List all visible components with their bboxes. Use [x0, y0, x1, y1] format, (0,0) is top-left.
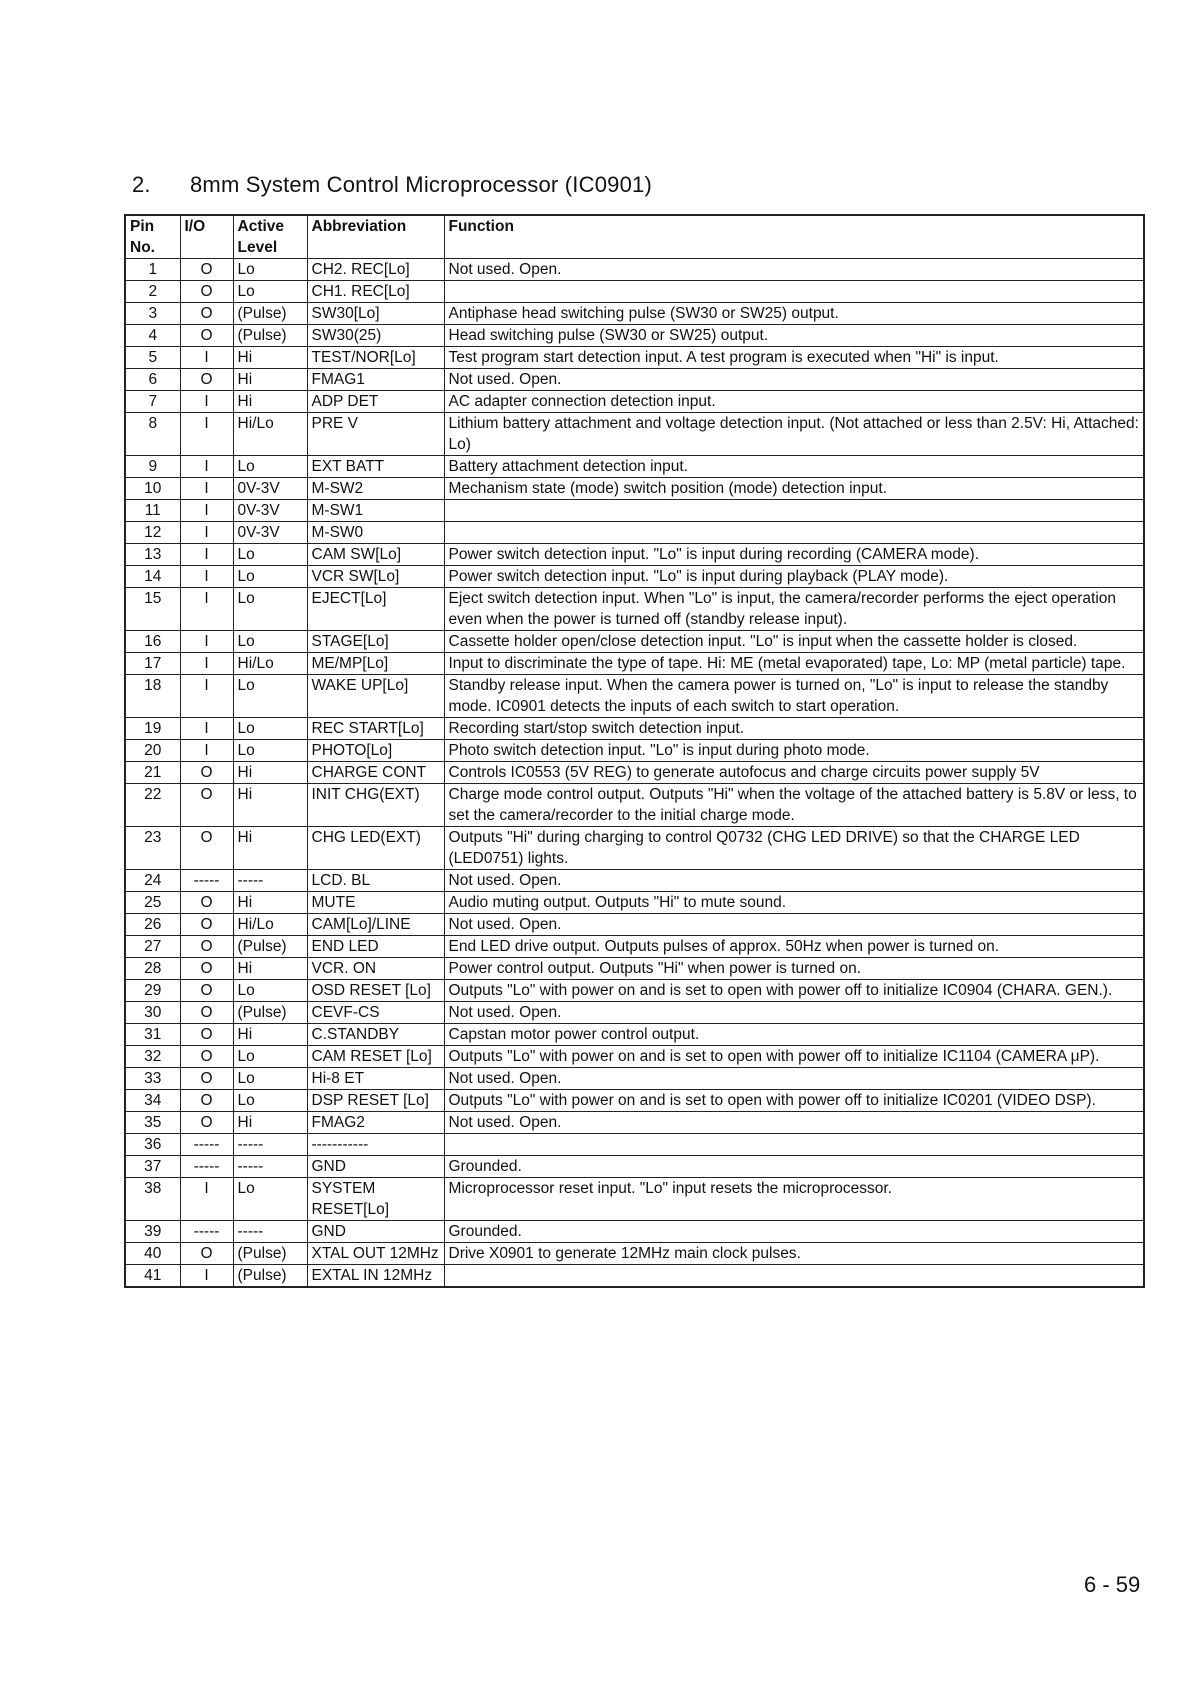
cell-abbreviation: CHARGE CONT: [307, 762, 444, 784]
cell-function: AC adapter connection detection input.: [444, 391, 1144, 413]
table-row: [125, 544, 1144, 566]
cell-abbreviation: STAGE[Lo]: [307, 631, 444, 653]
cell-io: O: [180, 369, 233, 391]
cell-abbreviation: M-SW0: [307, 522, 444, 544]
table-row: [125, 936, 1144, 958]
page-number: 6 - 59: [1084, 1572, 1141, 1597]
cell-io: O: [180, 827, 233, 870]
table-row: [125, 892, 1144, 914]
cell-active-level: -----: [233, 1221, 307, 1243]
cell-pin: 31: [125, 1024, 180, 1046]
table-row: [125, 1243, 1144, 1265]
cell-abbreviation: CAM[Lo]/LINE: [307, 914, 444, 936]
cell-active-level: Lo: [233, 1068, 307, 1090]
cell-io: I: [180, 675, 233, 718]
cell-abbreviation: OSD RESET [Lo]: [307, 980, 444, 1002]
cell-function: Eject switch detection input. When "Lo" is input, the camera/recorder performs the eject operation even when the power is turned off (standby release input).: [444, 588, 1144, 631]
cell-pin: 1: [125, 259, 180, 281]
table-row: [125, 653, 1144, 675]
cell-function: [444, 1134, 1144, 1156]
cell-pin: 11: [125, 500, 180, 522]
cell-io: I: [180, 413, 233, 456]
table-row: [125, 456, 1144, 478]
cell-active-level: (Pulse): [233, 1243, 307, 1265]
cell-abbreviation: FMAG1: [307, 369, 444, 391]
cell-abbreviation: Hi-8 ET: [307, 1068, 444, 1090]
cell-abbreviation: CHG LED(EXT): [307, 827, 444, 870]
cell-pin: 13: [125, 544, 180, 566]
cell-io: O: [180, 958, 233, 980]
table-row: [125, 413, 1144, 456]
table-row: [125, 870, 1144, 892]
cell-active-level: Hi: [233, 827, 307, 870]
cell-pin: 39: [125, 1221, 180, 1243]
cell-pin: 14: [125, 566, 180, 588]
cell-io: I: [180, 588, 233, 631]
cell-pin: 32: [125, 1046, 180, 1068]
cell-function: Cassette holder open/close detection input. "Lo" is input when the cassette holder is closed.: [444, 631, 1144, 653]
table-row: [125, 675, 1144, 718]
cell-function: Outputs "Lo" with power on and is set to open with power off to initialize IC0201 (VIDEO DSP).: [444, 1090, 1144, 1112]
cell-pin: 6: [125, 369, 180, 391]
cell-function: Not used. Open.: [444, 369, 1144, 391]
cell-function: Power control output. Outputs "Hi" when power is turned on.: [444, 958, 1144, 980]
cell-abbreviation: PRE V: [307, 413, 444, 456]
cell-function: Photo switch detection input. "Lo" is input during photo mode.: [444, 740, 1144, 762]
cell-pin: 4: [125, 325, 180, 347]
table-row: [125, 1068, 1144, 1090]
cell-io: -----: [180, 870, 233, 892]
cell-active-level: -----: [233, 1134, 307, 1156]
cell-active-level: 0V-3V: [233, 478, 307, 500]
cell-abbreviation: REC START[Lo]: [307, 718, 444, 740]
cell-abbreviation: DSP RESET [Lo]: [307, 1090, 444, 1112]
cell-active-level: Lo: [233, 675, 307, 718]
cell-active-level: Lo: [233, 259, 307, 281]
cell-io: -----: [180, 1134, 233, 1156]
cell-function: Not used. Open.: [444, 1068, 1144, 1090]
table-row: [125, 522, 1144, 544]
cell-abbreviation: M-SW2: [307, 478, 444, 500]
cell-pin: 27: [125, 936, 180, 958]
cell-function: [444, 1265, 1144, 1288]
cell-abbreviation: ME/MP[Lo]: [307, 653, 444, 675]
cell-function: Input to discriminate the type of tape. Hi: ME (metal evaporated) tape, Lo: MP (metal particle) tape.: [444, 653, 1144, 675]
cell-pin: 3: [125, 303, 180, 325]
cell-pin: 7: [125, 391, 180, 413]
cell-function: Head switching pulse (SW30 or SW25) output.: [444, 325, 1144, 347]
cell-pin: 30: [125, 1002, 180, 1024]
cell-function: Test program start detection input. A test program is executed when "Hi" is input.: [444, 347, 1144, 369]
cell-function: Power switch detection input. "Lo" is input during playback (PLAY mode).: [444, 566, 1144, 588]
cell-function: Outputs "Lo" with power on and is set to open with power off to initialize IC1104 (CAMERA μP).: [444, 1046, 1144, 1068]
cell-active-level: Hi: [233, 892, 307, 914]
cell-pin: 5: [125, 347, 180, 369]
cell-active-level: 0V-3V: [233, 522, 307, 544]
cell-active-level: -----: [233, 870, 307, 892]
cell-active-level: Lo: [233, 588, 307, 631]
cell-function: [444, 500, 1144, 522]
cell-abbreviation: WAKE UP[Lo]: [307, 675, 444, 718]
cell-function: Not used. Open.: [444, 870, 1144, 892]
header-abbreviation: Abbreviation: [307, 215, 444, 259]
cell-pin: 18: [125, 675, 180, 718]
table-row: [125, 762, 1144, 784]
cell-abbreviation: TEST/NOR[Lo]: [307, 347, 444, 369]
cell-pin: 9: [125, 456, 180, 478]
cell-function: [444, 281, 1144, 303]
cell-io: I: [180, 347, 233, 369]
cell-io: I: [180, 522, 233, 544]
section-number: 2.: [132, 172, 151, 197]
cell-io: I: [180, 500, 233, 522]
cell-function: Not used. Open.: [444, 914, 1144, 936]
cell-active-level: Hi: [233, 1112, 307, 1134]
cell-io: I: [180, 456, 233, 478]
table-row: [125, 391, 1144, 413]
cell-abbreviation: EJECT[Lo]: [307, 588, 444, 631]
cell-io: I: [180, 740, 233, 762]
cell-active-level: Hi: [233, 347, 307, 369]
table-row: [125, 369, 1144, 391]
cell-io: O: [180, 325, 233, 347]
table-row: [125, 500, 1144, 522]
cell-function: Recording start/stop switch detection input.: [444, 718, 1144, 740]
cell-io: O: [180, 784, 233, 827]
cell-io: I: [180, 566, 233, 588]
header-active-level: Active Level: [233, 215, 307, 259]
cell-active-level: Hi/Lo: [233, 914, 307, 936]
cell-pin: 41: [125, 1265, 180, 1288]
table-row: [125, 914, 1144, 936]
cell-pin: 21: [125, 762, 180, 784]
section-title: [132, 172, 652, 198]
cell-pin: 17: [125, 653, 180, 675]
cell-function: [444, 522, 1144, 544]
cell-io: O: [180, 1068, 233, 1090]
cell-abbreviation: EXT BATT: [307, 456, 444, 478]
header-function: Function: [444, 215, 1144, 259]
cell-abbreviation: CH1. REC[Lo]: [307, 281, 444, 303]
cell-active-level: (Pulse): [233, 936, 307, 958]
cell-pin: 40: [125, 1243, 180, 1265]
cell-io: I: [180, 631, 233, 653]
cell-active-level: Lo: [233, 566, 307, 588]
table-row: [125, 1090, 1144, 1112]
table-row: [125, 259, 1144, 281]
cell-io: O: [180, 1002, 233, 1024]
cell-abbreviation: VCR SW[Lo]: [307, 566, 444, 588]
cell-abbreviation: SW30(25): [307, 325, 444, 347]
cell-pin: 8: [125, 413, 180, 456]
cell-abbreviation: CEVF-CS: [307, 1002, 444, 1024]
cell-io: I: [180, 1265, 233, 1288]
cell-pin: 25: [125, 892, 180, 914]
table-row: [125, 303, 1144, 325]
cell-function: Battery attachment detection input.: [444, 456, 1144, 478]
cell-abbreviation: EXTAL IN 12MHz: [307, 1265, 444, 1288]
cell-active-level: Hi: [233, 762, 307, 784]
cell-function: Grounded.: [444, 1156, 1144, 1178]
table-row: [125, 958, 1144, 980]
cell-pin: 16: [125, 631, 180, 653]
cell-function: End LED drive output. Outputs pulses of approx. 50Hz when power is turned on.: [444, 936, 1144, 958]
header-io: I/O: [180, 215, 233, 259]
cell-function: Microprocessor reset input. "Lo" input resets the microprocessor.: [444, 1178, 1144, 1221]
table-row: [125, 631, 1144, 653]
cell-pin: 12: [125, 522, 180, 544]
cell-io: O: [180, 914, 233, 936]
table-row: [125, 281, 1144, 303]
cell-active-level: Hi: [233, 391, 307, 413]
table-row: [125, 1046, 1144, 1068]
cell-active-level: Lo: [233, 281, 307, 303]
table-row: [125, 478, 1144, 500]
cell-pin: 23: [125, 827, 180, 870]
table-row: [125, 1178, 1144, 1221]
cell-abbreviation: FMAG2: [307, 1112, 444, 1134]
cell-io: -----: [180, 1221, 233, 1243]
cell-abbreviation: SYSTEM RESET[Lo]: [307, 1178, 444, 1221]
cell-active-level: Lo: [233, 980, 307, 1002]
cell-function: Drive X0901 to generate 12MHz main clock pulses.: [444, 1243, 1144, 1265]
cell-active-level: 0V-3V: [233, 500, 307, 522]
cell-pin: 36: [125, 1134, 180, 1156]
cell-pin: 15: [125, 588, 180, 631]
cell-abbreviation: MUTE: [307, 892, 444, 914]
cell-active-level: Lo: [233, 544, 307, 566]
table-row: [125, 740, 1144, 762]
cell-pin: 38: [125, 1178, 180, 1221]
cell-active-level: (Pulse): [233, 1002, 307, 1024]
cell-io: O: [180, 1112, 233, 1134]
table-row: [125, 718, 1144, 740]
cell-abbreviation: LCD. BL: [307, 870, 444, 892]
cell-active-level: (Pulse): [233, 303, 307, 325]
cell-active-level: Lo: [233, 718, 307, 740]
cell-function: Charge mode control output. Outputs "Hi" when the voltage of the attached battery is 5.8V or less, to set the camera/recorder to the initial charge mode.: [444, 784, 1144, 827]
cell-io: O: [180, 1024, 233, 1046]
cell-active-level: (Pulse): [233, 1265, 307, 1288]
table-row: [125, 980, 1144, 1002]
cell-io: I: [180, 544, 233, 566]
cell-pin: 24: [125, 870, 180, 892]
cell-function: Not used. Open.: [444, 259, 1144, 281]
cell-io: I: [180, 1178, 233, 1221]
cell-function: Antiphase head switching pulse (SW30 or SW25) output.: [444, 303, 1144, 325]
cell-abbreviation: PHOTO[Lo]: [307, 740, 444, 762]
cell-active-level: Lo: [233, 740, 307, 762]
cell-active-level: Lo: [233, 1178, 307, 1221]
cell-abbreviation: M-SW1: [307, 500, 444, 522]
cell-abbreviation: CAM SW[Lo]: [307, 544, 444, 566]
cell-function: Outputs "Lo" with power on and is set to open with power off to initialize IC0904 (CHARA. GEN.).: [444, 980, 1144, 1002]
cell-function: Mechanism state (mode) switch position (mode) detection input.: [444, 478, 1144, 500]
cell-pin: 29: [125, 980, 180, 1002]
cell-io: -----: [180, 1156, 233, 1178]
cell-pin: 19: [125, 718, 180, 740]
cell-function: Grounded.: [444, 1221, 1144, 1243]
table-row: [125, 566, 1144, 588]
pin-function-table: [124, 214, 1145, 1288]
cell-pin: 34: [125, 1090, 180, 1112]
cell-abbreviation: C.STANDBY: [307, 1024, 444, 1046]
cell-function: Capstan motor power control output.: [444, 1024, 1144, 1046]
cell-function: Audio muting output. Outputs "Hi" to mute sound.: [444, 892, 1144, 914]
cell-function: Not used. Open.: [444, 1112, 1144, 1134]
cell-function: Controls IC0553 (5V REG) to generate autofocus and charge circuits power supply 5V: [444, 762, 1144, 784]
table-row: [125, 325, 1144, 347]
cell-active-level: Hi/Lo: [233, 413, 307, 456]
cell-active-level: Lo: [233, 456, 307, 478]
cell-abbreviation: INIT CHG(EXT): [307, 784, 444, 827]
section-heading: 8mm System Control Microprocessor (IC0901): [190, 172, 652, 197]
cell-io: I: [180, 391, 233, 413]
cell-pin: 2: [125, 281, 180, 303]
cell-active-level: Hi: [233, 958, 307, 980]
cell-pin: 37: [125, 1156, 180, 1178]
cell-function: Lithium battery attachment and voltage detection input. (Not attached or less than 2.5V: Hi, Attached: Lo): [444, 413, 1144, 456]
table-row: [125, 827, 1144, 870]
table-row: [125, 1221, 1144, 1243]
cell-pin: 33: [125, 1068, 180, 1090]
cell-io: O: [180, 1243, 233, 1265]
cell-abbreviation: VCR. ON: [307, 958, 444, 980]
table-body: [125, 259, 1144, 1288]
cell-pin: 35: [125, 1112, 180, 1134]
cell-function: Not used. Open.: [444, 1002, 1144, 1024]
cell-function: Power switch detection input. "Lo" is input during recording (CAMERA mode).: [444, 544, 1144, 566]
table-row: [125, 1024, 1144, 1046]
cell-pin: 22: [125, 784, 180, 827]
cell-active-level: Lo: [233, 1090, 307, 1112]
cell-abbreviation: END LED: [307, 936, 444, 958]
cell-active-level: Lo: [233, 1046, 307, 1068]
table-row: [125, 1002, 1144, 1024]
header-pin: Pin No.: [125, 215, 180, 259]
cell-pin: 10: [125, 478, 180, 500]
table-row: [125, 1112, 1144, 1134]
cell-io: O: [180, 303, 233, 325]
cell-io: I: [180, 718, 233, 740]
table-row: [125, 784, 1144, 827]
cell-function: Standby release input. When the camera power is turned on, "Lo" is input to release the standby mode. IC0901 detects the inputs of each switch to start operation.: [444, 675, 1144, 718]
cell-io: I: [180, 653, 233, 675]
cell-io: O: [180, 1046, 233, 1068]
cell-abbreviation: GND: [307, 1221, 444, 1243]
cell-io: O: [180, 892, 233, 914]
cell-active-level: Hi: [233, 1024, 307, 1046]
cell-function: Outputs "Hi" during charging to control Q0732 (CHG LED DRIVE) so that the CHARGE LED (LED0751) lights.: [444, 827, 1144, 870]
cell-pin: 28: [125, 958, 180, 980]
cell-abbreviation: GND: [307, 1156, 444, 1178]
cell-io: O: [180, 259, 233, 281]
cell-active-level: (Pulse): [233, 325, 307, 347]
table-row: [125, 1156, 1144, 1178]
cell-active-level: Hi/Lo: [233, 653, 307, 675]
cell-io: O: [180, 980, 233, 1002]
cell-abbreviation: -----------: [307, 1134, 444, 1156]
cell-active-level: Hi: [233, 784, 307, 827]
cell-active-level: -----: [233, 1156, 307, 1178]
cell-active-level: Lo: [233, 631, 307, 653]
cell-pin: 26: [125, 914, 180, 936]
cell-io: O: [180, 1090, 233, 1112]
cell-abbreviation: ADP DET: [307, 391, 444, 413]
cell-io: I: [180, 478, 233, 500]
cell-io: O: [180, 936, 233, 958]
table-row: [125, 1134, 1144, 1156]
cell-io: O: [180, 762, 233, 784]
cell-abbreviation: SW30[Lo]: [307, 303, 444, 325]
cell-active-level: Hi: [233, 369, 307, 391]
table-header-row: [125, 215, 1144, 259]
cell-abbreviation: CAM RESET [Lo]: [307, 1046, 444, 1068]
table-row: [125, 588, 1144, 631]
cell-io: O: [180, 281, 233, 303]
cell-abbreviation: XTAL OUT 12MHz: [307, 1243, 444, 1265]
cell-pin: 20: [125, 740, 180, 762]
table-row: [125, 1265, 1144, 1288]
table-row: [125, 347, 1144, 369]
cell-abbreviation: CH2. REC[Lo]: [307, 259, 444, 281]
